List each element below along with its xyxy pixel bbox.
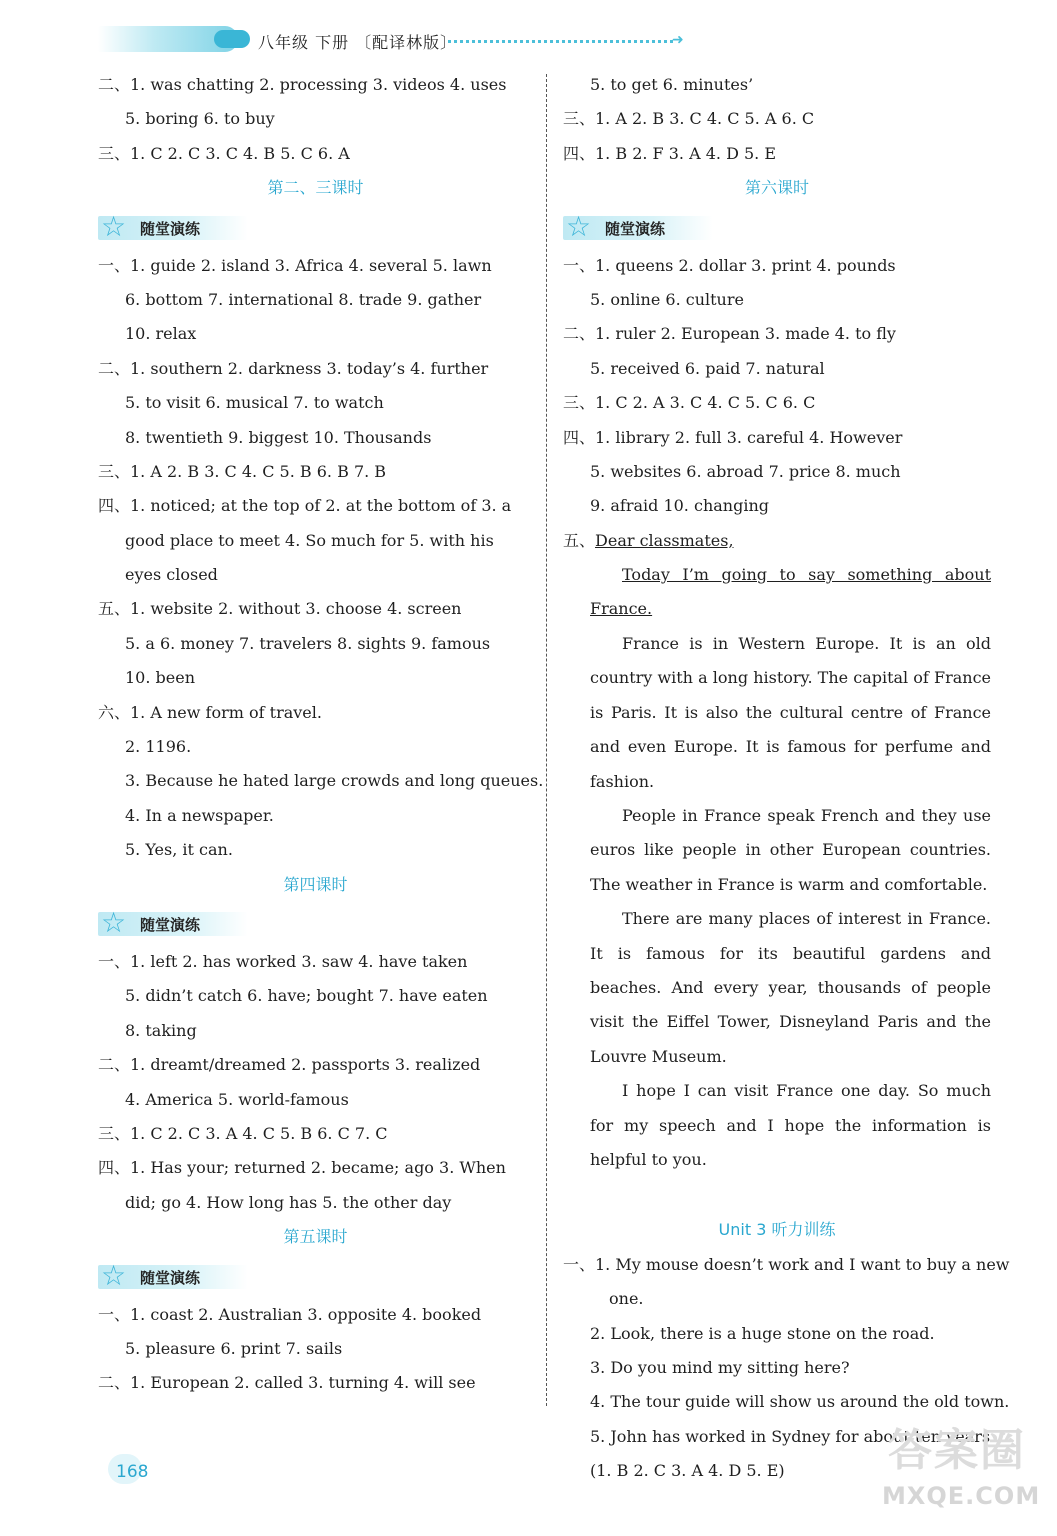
essay-paragraph: People in France speak French and they use euros like people in other European countries. The weather in France is warm and comfortable. [590, 805, 991, 894]
essay-intro: Today I’m going to say something about France. [590, 565, 991, 619]
answer-line: 二、1. European 2. called 3. turning 4. will see [98, 1373, 476, 1393]
lesson-heading-2-3: 第二、三课时 [267, 178, 364, 198]
column-divider [546, 74, 547, 1406]
listening-line: 3. Do you mind my sitting here? [590, 1357, 850, 1377]
answer-line: 二、1. dreamt/dreamed 2. passports 3. realized [98, 1055, 481, 1075]
listening-line: 2. Look, there is a huge stone on the road. [590, 1323, 935, 1343]
section-tag-label: 随堂演练 [140, 915, 201, 934]
lesson-heading-6: 第六课时 [744, 178, 809, 198]
answer-line: 4. America 5. world-famous [125, 1089, 349, 1109]
answer-line: 一、1. queens 2. dollar 3. print 4. pounds [563, 255, 896, 275]
answer-line: 三、1. C 2. C 3. C 4. B 5. C 6. A [98, 143, 350, 163]
answer-line: 四、1. B 2. F 3. A 4. D 5. E [563, 143, 777, 163]
star-icon: ☆ [101, 1258, 127, 1292]
answer-line: did; go 4. How long has 5. the other day [125, 1192, 452, 1212]
answer-line: 二、1. was chatting 2. processing 3. videos 4. uses [98, 75, 507, 94]
answer-line: 5. a 6. money 7. travelers 8. sights 9. famous [125, 633, 491, 653]
listening-line: 5. John has worked in Sydney for about ten years. [590, 1426, 996, 1446]
unit-title: Unit 3 听力训练 [718, 1220, 836, 1240]
answer-line: 10. relax [125, 324, 197, 344]
essay-paragraph: There are many places of interest in France. It is famous for its beautiful gardens and beaches. And every year, thousands of people visit the Eiffel Tower, Disneyland Paris and the Louvre Museum. [590, 909, 991, 1066]
answer-line: 5. pleasure 6. print 7. sails [125, 1338, 343, 1358]
answer-line: 3. Because he hated large crowds and long queues. [125, 771, 544, 791]
section-tag [98, 906, 533, 944]
answer-line: 一、1. left 2. has worked 3. saw 4. have taken [98, 951, 468, 971]
header-dotted-line [448, 40, 673, 43]
answer-line: eyes closed [125, 565, 218, 585]
section-tag-label: 随堂演练 [140, 219, 201, 238]
answer-line: 2. 1196. [125, 737, 192, 757]
answer-line: 9. afraid 10. changing [590, 496, 769, 516]
answer-line: 5. to visit 6. musical 7. to watch [125, 393, 384, 413]
header-badge [214, 30, 250, 48]
answer-line: 六、1. A new form of travel. [98, 702, 322, 722]
essay-paragraph: France is in Western Europe. It is an old country with a long history. The capital of France is Paris. It is also the cultural centre of France and even Europe. It is famous for perfume and fashion. [590, 633, 991, 791]
answer-line: 10. been [125, 668, 196, 688]
answer-line: 三、1. A 2. B 3. C 4. C 5. A 6. C [563, 109, 815, 129]
answer-line: 五、1. website 2. without 3. choose 4. screen [98, 599, 462, 619]
answer-line: 四、1. noticed; at the top of 2. at the bottom of 3. a [98, 496, 512, 516]
answer-line: 4. In a newspaper. [125, 805, 274, 825]
answer-line: 8. twentieth 9. biggest 10. Thousands [125, 427, 432, 447]
answer-line: 5. received 6. paid 7. natural [590, 358, 825, 378]
answer-line: good place to meet 4. So much for 5. with his [125, 530, 494, 550]
watermark-logo [870, 1410, 1040, 1520]
watermark-url: MXQE.COM [882, 1482, 1041, 1510]
answer-line: 5. Yes, it can. [125, 840, 233, 860]
answer-line: 一、1. guide 2. island 3. Africa 4. several 5. lawn [98, 255, 492, 275]
listening-line: 一、1. My mouse doesn’t work and I want to buy a new [563, 1254, 1010, 1274]
right-column [563, 68, 1010, 1489]
watermark-text: 答案圈 [888, 1425, 1026, 1476]
answer-line: 5. didn’t catch 6. have; bought 7. have eaten [125, 986, 488, 1006]
header-title: 八年级 下册 〔配译林版〕 [258, 33, 458, 52]
arrow-right-icon: ➜ [672, 32, 684, 48]
page-header [0, 0, 1057, 70]
star-icon: ☆ [566, 209, 592, 243]
answer-line: 二、1. ruler 2. European 3. made 4. to fly [563, 324, 896, 344]
page-number: 168 [116, 1462, 149, 1482]
listening-answers: (1. B 2. C 3. A 4. D 5. E) [590, 1461, 785, 1481]
answer-line: 5. to get 6. minutes’ [590, 75, 754, 94]
listening-line: one. [609, 1289, 644, 1309]
lesson-heading-5: 第五课时 [283, 1227, 348, 1247]
answer-line: 四、1. library 2. full 3. careful 4. However [563, 427, 903, 447]
answer-line: 一、1. coast 2. Australian 3. opposite 4. booked [98, 1304, 482, 1324]
answer-line: 三、1. C 2. A 3. C 4. C 5. C 6. C [563, 393, 816, 413]
answer-line: 8. taking [125, 1020, 197, 1040]
section-tag [98, 1259, 533, 1297]
section-tag [98, 210, 533, 248]
star-icon: ☆ [101, 905, 127, 939]
lesson-heading-4: 第四课时 [283, 874, 348, 894]
section-tag-label: 随堂演练 [605, 219, 666, 238]
answer-line: 6. bottom 7. international 8. trade 9. gather [125, 289, 482, 309]
section-tag [563, 210, 991, 248]
answer-line: 5. online 6. culture [590, 289, 744, 309]
essay-greeting: Dear classmates, [595, 530, 734, 550]
answer-line: 5. boring 6. to buy [125, 109, 275, 129]
essay-paragraph: I hope I can visit France one day. So much for my speech and I hope the information is helpful to you. [590, 1081, 991, 1169]
left-column [98, 68, 544, 1401]
listening-line: 4. The tour guide will show us around the old town. [590, 1392, 1010, 1412]
answer-line: 四、1. Has your; returned 2. became; ago 3. When [98, 1158, 506, 1178]
answer-line: 5. websites 6. abroad 7. price 8. much [590, 461, 901, 481]
essay-marker: 五、 [563, 530, 596, 550]
answer-line: 三、1. A 2. B 3. C 4. C 5. B 6. B 7. B [98, 461, 387, 481]
star-icon: ☆ [101, 209, 127, 243]
answer-line: 三、1. C 2. C 3. A 4. C 5. B 6. C 7. C [98, 1123, 388, 1143]
section-tag-label: 随堂演练 [140, 1268, 201, 1287]
essay-greeting-line [563, 524, 991, 558]
answer-line: 二、1. southern 2. darkness 3. today’s 4. further [98, 358, 489, 378]
